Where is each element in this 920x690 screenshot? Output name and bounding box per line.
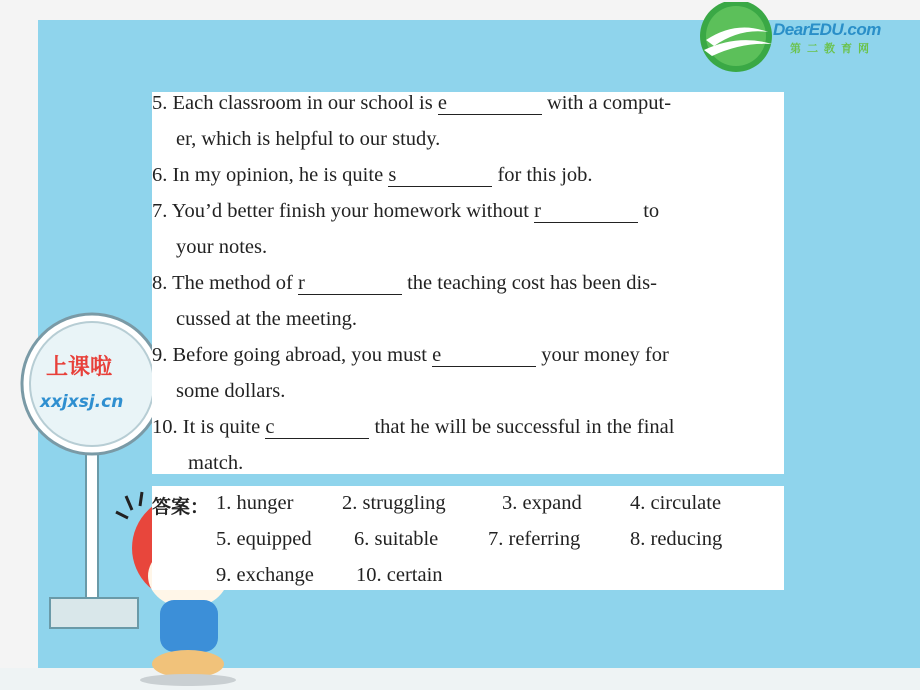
logo-subtitle: 第二教育网 [790, 42, 875, 55]
answer-blank[interactable] [438, 92, 542, 115]
question-text: your money for [536, 344, 669, 366]
answer-item: 3. expand [502, 492, 582, 514]
sign-url: xxjxsj.cn [40, 392, 124, 412]
question-text: 7. You’d better finish your homework without [152, 200, 535, 222]
question-text: to [638, 200, 660, 222]
blank-hint-letter: r [534, 200, 541, 222]
question-text: 9. Before going abroad, you must [152, 344, 433, 366]
answer-blank[interactable] [432, 344, 536, 367]
answer-item: 7. referring [488, 528, 581, 550]
question-5-continued: er, which is helpful to our study. [176, 128, 441, 150]
question-text: 10. It is quite [152, 416, 266, 438]
question-text: for this job. [492, 164, 593, 186]
answer-item: 9. exchange [216, 564, 314, 586]
questions-panel [152, 92, 784, 474]
question-text: 6. In my opinion, he is quite [152, 164, 389, 186]
answer-blank[interactable] [265, 416, 369, 439]
blank-hint-letter: c [265, 416, 275, 438]
question-7-continued: your notes. [176, 236, 268, 258]
answers-label: 答案： [152, 496, 210, 518]
answer-item: 4. circulate [630, 492, 722, 514]
question-text: the teaching cost has been dis- [401, 272, 657, 294]
answer-item: 2. struggling [342, 492, 446, 514]
question-9 [152, 344, 669, 367]
question-8-continued: cussed at the meeting. [176, 308, 358, 330]
question-6 [152, 164, 593, 187]
question-text: 5. Each classroom in our school is [152, 92, 438, 114]
question-9-continued: some dollars. [176, 380, 286, 402]
question-10 [152, 416, 674, 439]
question-text: 8. The method of [152, 272, 298, 294]
question-10-continued: match. [188, 452, 244, 474]
answer-item: 6. suitable [354, 528, 439, 550]
question-5 [152, 92, 671, 115]
blank-hint-letter: e [437, 92, 447, 114]
question-8 [152, 272, 657, 295]
blank-hint-letter: e [432, 344, 442, 366]
answer-blank[interactable] [298, 272, 402, 295]
blank-hint-letter: s [388, 164, 397, 186]
answer-item: 5. equipped [216, 528, 312, 550]
question-text: that he will be successful in the final [369, 416, 675, 438]
answer-item: 10. certain [356, 564, 443, 586]
sign-label: 上课啦 [46, 355, 113, 380]
blank-hint-letter: r [297, 272, 305, 294]
answers-panel [152, 486, 784, 590]
answer-blank[interactable] [388, 164, 492, 187]
answer-item: 1. hunger [216, 492, 294, 514]
answer-item: 8. reducing [630, 528, 723, 550]
answer-blank[interactable] [534, 200, 638, 223]
question-7 [152, 200, 659, 223]
logo-brand-text: DearEDU.com [773, 20, 881, 39]
question-text: with a comput- [541, 92, 672, 114]
